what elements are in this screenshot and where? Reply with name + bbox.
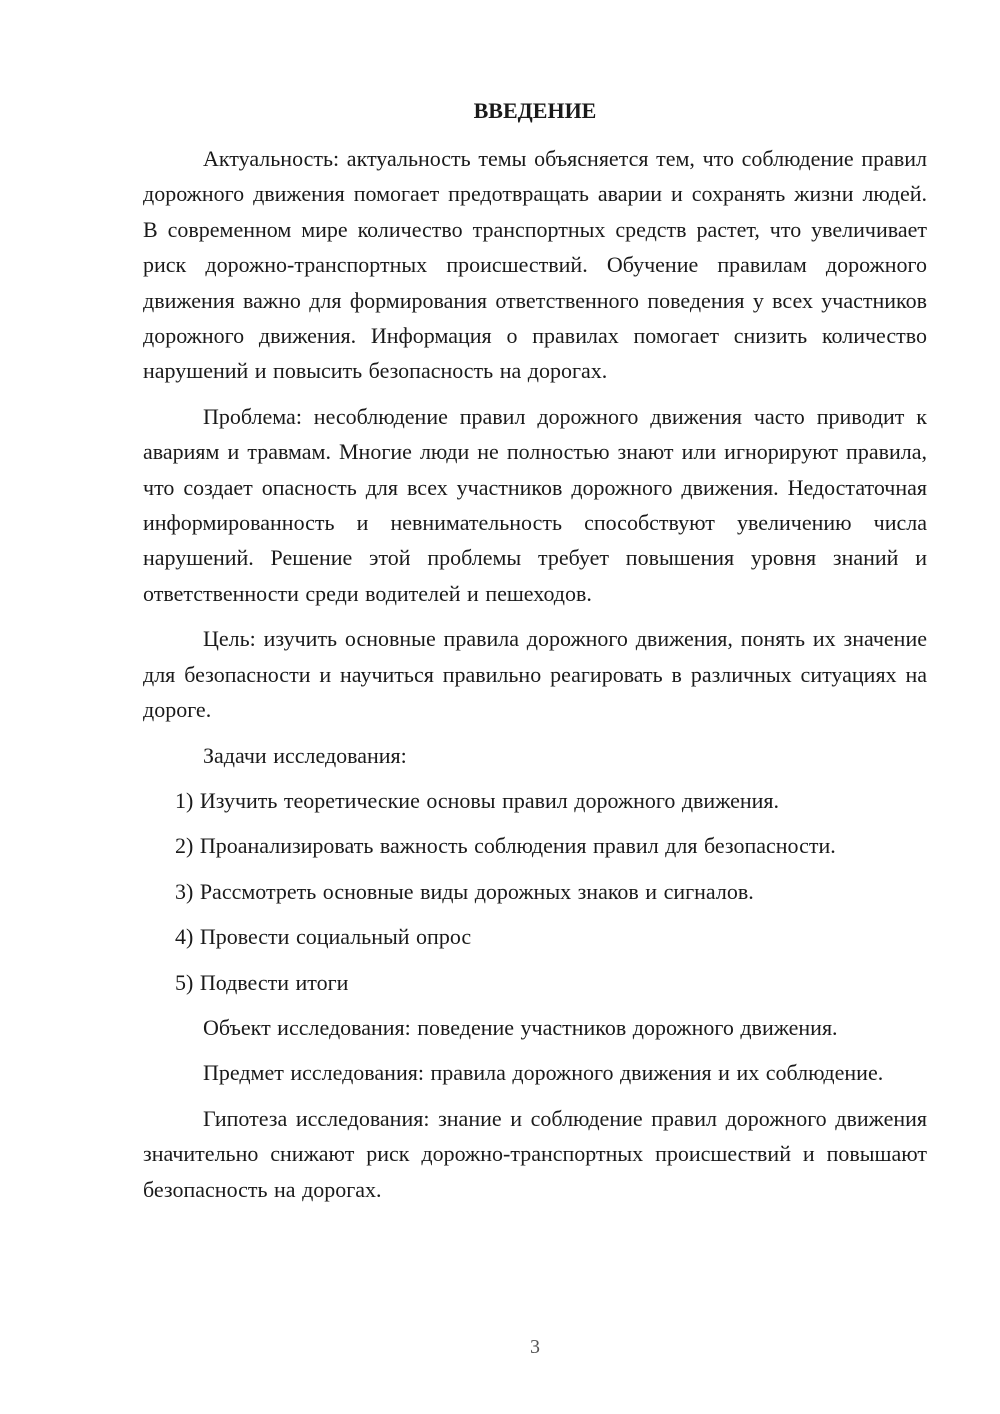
document-body <box>143 141 927 1217</box>
task-item-3: 3) Рассмотреть основные виды дорожных знаков и сигналов. <box>175 878 754 904</box>
page-title: ВВЕДЕНИЕ <box>473 98 597 123</box>
document-page <box>143 0 927 1414</box>
object-paragraph: Объект исследования: поведение участников дорожного движения. <box>203 1014 838 1040</box>
tasks-heading: Задачи исследования: <box>203 742 407 768</box>
subject-paragraph: Предмет исследования: правила дорожного движения и их соблюдение. <box>203 1060 884 1086</box>
relevance-paragraph: Актуальность: актуальность темы объясняется тем, что соблюдение правил дорожного движения помогает предотвращать аварии и сохранять жизни людей. В современном мире количество транспортных средств растет, что увеличивает риск дорожно-транспортных происшествий. Обучение правилам дорожного движения важно для формирования ответственного поведения у всех участников дорожного движения. Информация о правилах помогает снизить количество нарушений и повысить безопасность на дорогах. <box>143 146 927 384</box>
task-item-4: 4) Провести социальный опрос <box>175 924 472 950</box>
task-item-5: 5) Подвести итоги <box>175 969 349 995</box>
task-item-2: 2) Проанализировать важность соблюдения правил для безопасности. <box>175 833 836 859</box>
goal-paragraph: Цель: изучить основные правила дорожного движения, понять их значение для безопасности и научиться правильно реагировать в различных ситуациях на дороге. <box>143 626 927 723</box>
hypothesis-paragraph: Гипотеза исследования: знание и соблюдение правил дорожного движения значительно снижают риск дорожно-транспортных происшествий и повышают безопасность на дорогах. <box>143 1105 927 1202</box>
problem-paragraph: Проблема: несоблюдение правил дорожного движения часто приводит к авариям и травмам. Многие люди не полностью знают или игнорируют правила, что создает опасность для всех участников дорожного движения. Недостаточная информированность и невнимательность способствуют увеличению числа нарушений. Решение этой проблемы требует повышения уровня знаний и ответственности среди водителей и пешеходов. <box>143 403 927 606</box>
page-number: 3 <box>530 1336 540 1358</box>
task-item-1: 1) Изучить теоретические основы правил дорожного движения. <box>175 787 780 813</box>
